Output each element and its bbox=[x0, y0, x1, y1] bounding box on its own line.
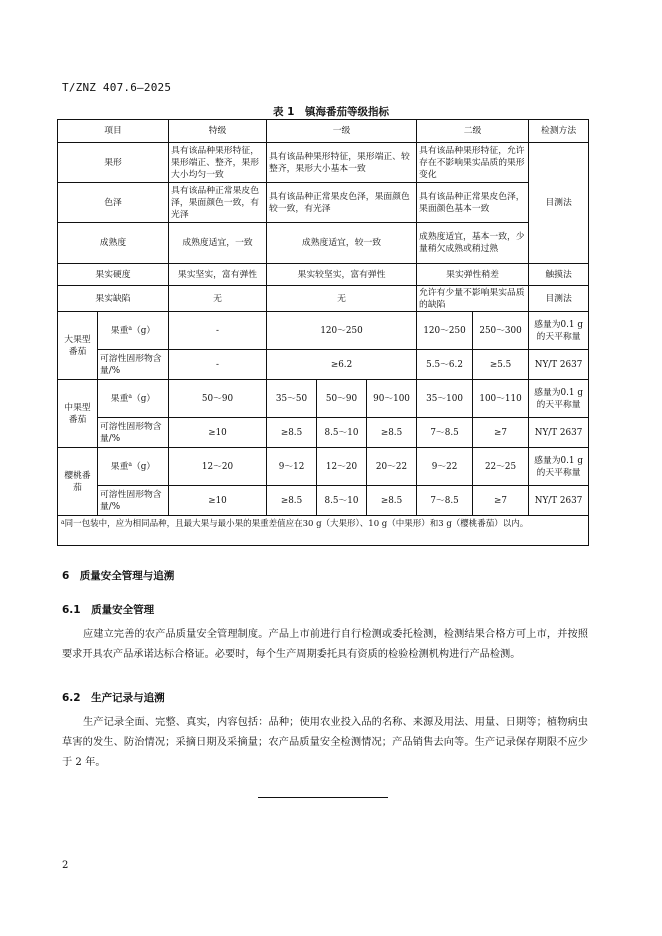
cell-second-b: 250～300 bbox=[473, 312, 529, 350]
cell-first-a: ≥8.5 bbox=[267, 418, 317, 448]
table-row bbox=[58, 223, 589, 264]
section-6-1-heading: 6.1 质量安全管理 bbox=[62, 604, 155, 616]
cell-second: 成熟度适宜，基本一致，少量稍欠成熟或稍过熟 bbox=[417, 223, 529, 264]
cell-special: 50～90 bbox=[169, 380, 267, 418]
weight-label bbox=[98, 448, 169, 486]
cell-second: 具有该品种正常果皮色泽，果面颜色基本一致 bbox=[417, 183, 529, 223]
header-item: 项目 bbox=[58, 120, 169, 143]
cell-first-b: 8.5～10 bbox=[317, 486, 367, 516]
table-row bbox=[58, 448, 589, 486]
soluble-label: 可溶性固形物含量/% bbox=[98, 350, 169, 380]
cell-first-b: 8.5～10 bbox=[317, 418, 367, 448]
cell-first-c: 90～100 bbox=[367, 380, 417, 418]
cell-second-a: 9～22 bbox=[417, 448, 473, 486]
soluble-label: 可溶性固形物含量/% bbox=[98, 418, 169, 448]
cell-first: 果实较坚实，富有弹性 bbox=[267, 264, 417, 286]
weight-label bbox=[98, 380, 169, 418]
cell-method: NY/T 2637 bbox=[529, 486, 589, 516]
cell-special: 具有该品种正常果皮色泽，果面颜色一致，有光泽 bbox=[169, 183, 267, 223]
cell-special: 12～20 bbox=[169, 448, 267, 486]
table-row bbox=[58, 418, 589, 448]
weight-unit: （g） bbox=[131, 393, 156, 404]
weight-label-text: 果重 bbox=[110, 461, 129, 472]
cell-second: 具有该品种果形特征，允许存在不影响果实品质的果形变化 bbox=[417, 143, 529, 183]
weight-footnote-mark: a bbox=[128, 460, 132, 468]
table-row bbox=[58, 350, 589, 380]
cell-method: 感量为0.1 g的天平称量 bbox=[529, 312, 589, 350]
table-row bbox=[58, 264, 589, 286]
table-row bbox=[58, 183, 589, 223]
footnote-text: 同一包装中，应为相同品种，且最大果与最小果的果重差值应在30 g（大果形）、10 g（中果形）和3 g（樱桃番茄）以内。 bbox=[64, 519, 529, 529]
cell-first: ≥6.2 bbox=[267, 350, 417, 380]
cell-special: 果实坚实，富有弹性 bbox=[169, 264, 267, 286]
table-row bbox=[58, 486, 589, 516]
cell-special: ≥10 bbox=[169, 486, 267, 516]
weight-footnote-mark: a bbox=[128, 392, 132, 400]
cell-first-c: 20～22 bbox=[367, 448, 417, 486]
cell-second-a: 35～100 bbox=[417, 380, 473, 418]
cell-first: 具有该品种果形特征，果形端正、较整齐，果形大小基本一致 bbox=[267, 143, 417, 183]
table-header-row bbox=[58, 120, 589, 143]
table-row bbox=[58, 143, 589, 183]
cell-first-c: ≥8.5 bbox=[367, 486, 417, 516]
cell-first-b: 12～20 bbox=[317, 448, 367, 486]
cell-second: 允许有少量不影响果实品质的缺陷 bbox=[417, 286, 529, 312]
cell-second-b: ≥7 bbox=[473, 418, 529, 448]
section-6-heading: 6 质量安全管理与追溯 bbox=[62, 570, 175, 582]
table-title: 表 1 镇海番茄等级指标 bbox=[273, 106, 389, 118]
group-label: 樱桃番茄 bbox=[58, 448, 98, 516]
cell-first-c: ≥8.5 bbox=[367, 418, 417, 448]
cell-first-b: 50～90 bbox=[317, 380, 367, 418]
cell-special: 具有该品种果形特征，果形端正、整齐，果形大小均匀一致 bbox=[169, 143, 267, 183]
cell-method: 感量为0.1 g的天平称量 bbox=[529, 448, 589, 486]
weight-label-text: 果重 bbox=[110, 325, 129, 336]
cell-first-a: 35～50 bbox=[267, 380, 317, 418]
cell-special: 成熟度适宜，一致 bbox=[169, 223, 267, 264]
footnote-row bbox=[58, 516, 589, 546]
cell-second-a: 7～8.5 bbox=[417, 418, 473, 448]
group-label: 中果型番茄 bbox=[58, 380, 98, 448]
table-footnote bbox=[58, 516, 589, 546]
header-special: 特级 bbox=[169, 120, 267, 143]
section-6-1-paragraph: 应建立完善的农产品质量安全管理制度。产品上市前进行自行检测或委托检测，检测结果合格方可上市，并按照要求开具农产品承诺达标合格证。必要时，每个生产周期委托具有资质的检验检测机构进行产品检测。 bbox=[62, 629, 588, 660]
cell-method: NY/T 2637 bbox=[529, 350, 589, 380]
row-label: 成熟度 bbox=[58, 223, 169, 264]
cell-second-b: ≥5.5 bbox=[473, 350, 529, 380]
weight-label-text: 果重 bbox=[110, 393, 129, 404]
cell-second: 果实弹性稍差 bbox=[417, 264, 529, 286]
footnote-mark: a bbox=[61, 519, 65, 526]
section-6-2-heading: 6.2 生产记录与追溯 bbox=[62, 692, 165, 704]
cell-first: 成熟度适宜，较一致 bbox=[267, 223, 417, 264]
soluble-label: 可溶性固形物含量/% bbox=[98, 486, 169, 516]
document-id: T/ZNZ 407.6—2025 bbox=[62, 81, 172, 94]
table-row bbox=[58, 286, 589, 312]
weight-unit: （g） bbox=[131, 325, 156, 336]
header-second: 二级 bbox=[417, 120, 529, 143]
row-label: 色泽 bbox=[58, 183, 169, 223]
section-6-2-paragraph: 生产记录全面、完整、真实，内容包括：品种；使用农业投入品的名称、来源及用法、用量、日期等；植物病虫草害的发生、防治情况；采摘日期及采摘量；农产品质量安全检测情况；产品销售去向等。生产记录保存期限不应少于 2 年。 bbox=[62, 717, 588, 768]
cell-special: - bbox=[169, 350, 267, 380]
weight-unit: （g） bbox=[131, 461, 156, 472]
cell-first: 具有该品种正常果皮色泽，果面颜色较一致，有光泽 bbox=[267, 183, 417, 223]
cell-second-a: 7～8.5 bbox=[417, 486, 473, 516]
group-label: 大果型番茄 bbox=[58, 312, 98, 380]
header-first: 一级 bbox=[267, 120, 417, 143]
page-number: 2 bbox=[62, 860, 69, 871]
cell-second-b: ≥7 bbox=[473, 486, 529, 516]
cell-special: ≥10 bbox=[169, 418, 267, 448]
cell-special: - bbox=[169, 312, 267, 350]
grade-table bbox=[57, 119, 589, 546]
cell-method: 感量为0.1 g的天平称量 bbox=[529, 380, 589, 418]
cell-method: 触摸法 bbox=[529, 264, 589, 286]
cell-first-a: ≥8.5 bbox=[267, 486, 317, 516]
table-row bbox=[58, 380, 589, 418]
weight-label bbox=[98, 312, 169, 350]
cell-special: 无 bbox=[169, 286, 267, 312]
cell-second-b: 22～25 bbox=[473, 448, 529, 486]
end-rule bbox=[258, 797, 388, 798]
cell-second-a: 5.5～6.2 bbox=[417, 350, 473, 380]
cell-method: 目测法 bbox=[529, 143, 589, 264]
weight-footnote-mark: a bbox=[128, 324, 132, 332]
table-row bbox=[58, 312, 589, 350]
header-method: 检测方法 bbox=[529, 120, 589, 143]
row-label: 果形 bbox=[58, 143, 169, 183]
row-label: 果实缺陷 bbox=[58, 286, 169, 312]
cell-method: NY/T 2637 bbox=[529, 418, 589, 448]
cell-second-b: 100～110 bbox=[473, 380, 529, 418]
cell-first-a: 9～12 bbox=[267, 448, 317, 486]
cell-first: 120～250 bbox=[267, 312, 417, 350]
cell-first: 无 bbox=[267, 286, 417, 312]
cell-second-a: 120～250 bbox=[417, 312, 473, 350]
cell-method: 目测法 bbox=[529, 286, 589, 312]
row-label: 果实硬度 bbox=[58, 264, 169, 286]
